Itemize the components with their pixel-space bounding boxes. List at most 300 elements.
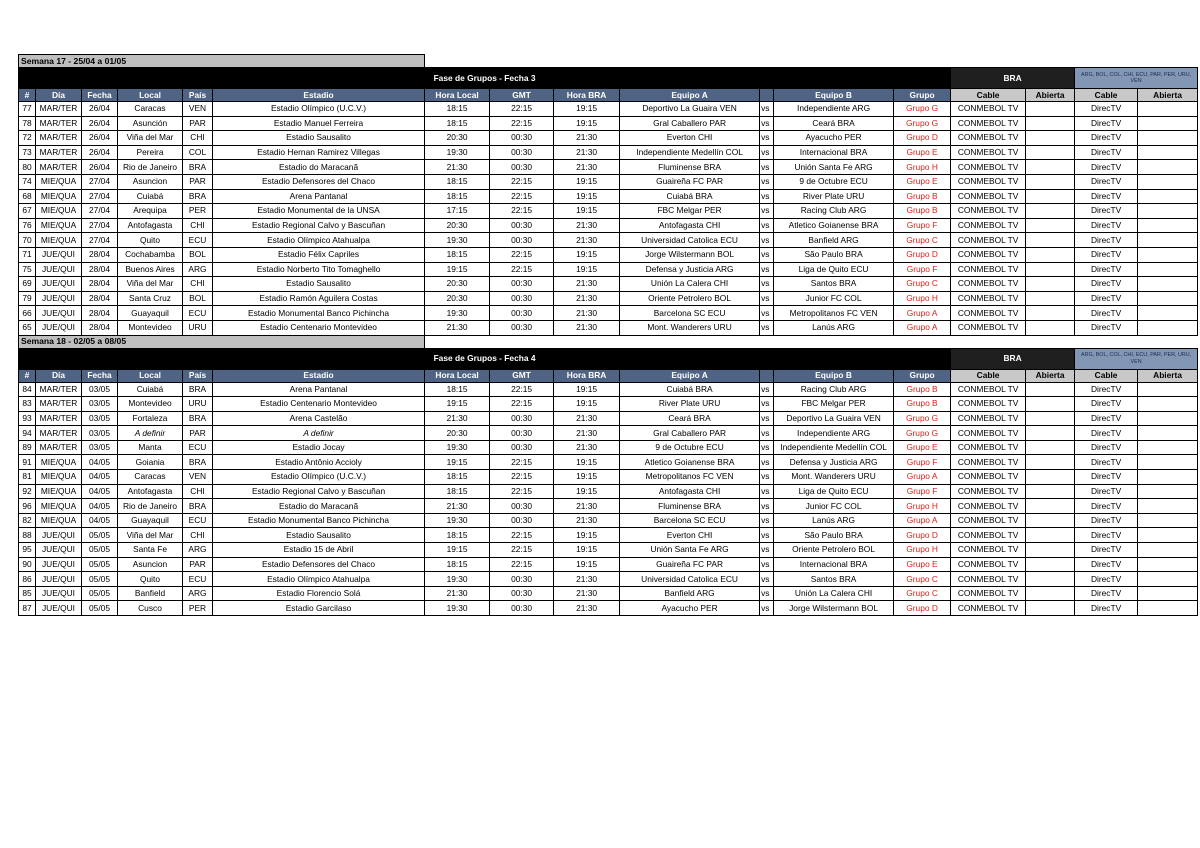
match-row [19, 455, 1198, 470]
match-cell: vs [760, 470, 774, 485]
match-cell: Montevideo [118, 320, 183, 335]
match-cell: 22:15 [490, 397, 554, 412]
match-cell: 00:30 [490, 440, 554, 455]
column-header: Cable [951, 89, 1026, 102]
match-cell [1026, 455, 1075, 470]
match-cell [1026, 397, 1075, 412]
match-cell: 22:15 [490, 455, 554, 470]
match-cell: Grupo A [894, 513, 951, 528]
match-cell: 18:15 [425, 557, 490, 572]
match-cell: Estadio Monumental de la UNSA [213, 204, 425, 219]
match-cell: 95 [19, 543, 36, 558]
match-cell: JUE/QUI [36, 320, 82, 335]
match-cell: ARG [183, 586, 213, 601]
match-cell: 18:15 [425, 470, 490, 485]
match-cell: Gral Caballero PAR [620, 116, 760, 131]
match-cell: Grupo G [894, 116, 951, 131]
match-cell: 22:15 [490, 557, 554, 572]
match-cell: Deportivo La Guaira VEN [774, 411, 894, 426]
match-cell: 00:30 [490, 586, 554, 601]
broadcast-others-header: ARG, BOL, COL, CHI, ECU, PAR, PER, URU, VEN [1075, 68, 1198, 89]
match-row [19, 601, 1198, 616]
match-cell: CONMEBOL TV [951, 116, 1026, 131]
match-cell: 22:15 [490, 382, 554, 397]
match-cell: Asunción [118, 116, 183, 131]
column-header: País [183, 369, 213, 382]
match-cell [1138, 291, 1198, 306]
match-cell: Antofagasta [118, 218, 183, 233]
match-cell: ECU [183, 440, 213, 455]
match-cell: Estadio Monumental Banco Pichincha [213, 513, 425, 528]
match-cell: 00:30 [490, 426, 554, 441]
match-cell: PER [183, 204, 213, 219]
match-cell [1138, 528, 1198, 543]
match-cell: DirecTV [1075, 543, 1138, 558]
match-cell [1026, 247, 1075, 262]
match-cell: 22:15 [490, 189, 554, 204]
match-cell: Cuiabá BRA [620, 382, 760, 397]
match-cell: Arena Castelão [213, 411, 425, 426]
match-cell: vs [760, 262, 774, 277]
broadcast-bra-header: BRA [951, 348, 1075, 369]
match-cell: 00:30 [490, 291, 554, 306]
match-cell: Grupo H [894, 543, 951, 558]
match-cell: MAR/TER [36, 160, 82, 175]
match-cell: vs [760, 131, 774, 146]
match-cell: 81 [19, 470, 36, 485]
match-cell: Metropolitanos FC VEN [774, 306, 894, 321]
match-cell: 19:30 [425, 572, 490, 587]
match-row [19, 572, 1198, 587]
match-cell: Grupo E [894, 145, 951, 160]
match-cell [1026, 484, 1075, 499]
match-cell: 21:30 [425, 320, 490, 335]
match-cell: 20:30 [425, 218, 490, 233]
match-cell: 19:15 [554, 382, 620, 397]
match-row [19, 528, 1198, 543]
match-cell: 19:15 [425, 397, 490, 412]
match-cell: Guayaquil [118, 306, 183, 321]
match-cell: Estadio Regional Calvo y Bascuñan [213, 218, 425, 233]
match-cell: 19:30 [425, 601, 490, 616]
match-cell: DirecTV [1075, 233, 1138, 248]
match-cell: Caracas [118, 102, 183, 117]
match-cell: vs [760, 572, 774, 587]
match-cell: Estadio 15 de Abril [213, 543, 425, 558]
match-cell [1026, 277, 1075, 292]
match-cell [1138, 160, 1198, 175]
match-cell: 00:30 [490, 277, 554, 292]
match-cell [1138, 174, 1198, 189]
column-header: Abierta [1026, 369, 1075, 382]
match-cell: Independiente ARG [774, 102, 894, 117]
match-cell: PAR [183, 116, 213, 131]
match-row [19, 306, 1198, 321]
match-cell: Ayacucho PER [774, 131, 894, 146]
match-cell: 00:30 [490, 160, 554, 175]
match-cell [1138, 204, 1198, 219]
match-cell: 83 [19, 397, 36, 412]
match-cell: ECU [183, 513, 213, 528]
match-cell: 05/05 [82, 586, 118, 601]
match-cell [1138, 601, 1198, 616]
match-cell: MAR/TER [36, 102, 82, 117]
match-cell [1138, 426, 1198, 441]
week-label: Semana 17 - 25/04 a 01/05 [19, 55, 425, 68]
match-cell: CONMEBOL TV [951, 382, 1026, 397]
match-cell: Grupo D [894, 601, 951, 616]
schedule-sheet [18, 54, 1192, 616]
match-cell: 27/04 [82, 174, 118, 189]
match-cell: Banfield ARG [620, 586, 760, 601]
match-cell: CHI [183, 218, 213, 233]
match-cell: 22:15 [490, 174, 554, 189]
match-cell: Oriente Petrolero BOL [774, 543, 894, 558]
match-cell: DirecTV [1075, 262, 1138, 277]
match-cell: vs [760, 291, 774, 306]
match-cell: BOL [183, 291, 213, 306]
match-cell: Estadio Defensores del Chaco [213, 557, 425, 572]
match-cell: Grupo G [894, 426, 951, 441]
match-cell: vs [760, 411, 774, 426]
match-cell [1138, 470, 1198, 485]
match-cell: Everton CHI [620, 528, 760, 543]
match-cell: Cuiabá [118, 189, 183, 204]
match-cell: 19:15 [554, 189, 620, 204]
match-cell: 19:15 [425, 455, 490, 470]
match-cell [1026, 601, 1075, 616]
match-cell [1138, 320, 1198, 335]
match-row [19, 189, 1198, 204]
match-row [19, 586, 1198, 601]
match-cell [1026, 102, 1075, 117]
match-row [19, 470, 1198, 485]
match-cell: Grupo H [894, 291, 951, 306]
match-cell: DirecTV [1075, 397, 1138, 412]
match-cell [1138, 131, 1198, 146]
match-cell: DirecTV [1075, 145, 1138, 160]
match-cell [1138, 455, 1198, 470]
column-header: Cable [951, 369, 1026, 382]
schedule-table [18, 54, 1198, 616]
match-cell: MIE/QUA [36, 174, 82, 189]
match-cell: DirecTV [1075, 291, 1138, 306]
match-cell: BRA [183, 160, 213, 175]
match-cell: 77 [19, 102, 36, 117]
match-cell: Grupo B [894, 189, 951, 204]
match-cell: 26/04 [82, 145, 118, 160]
match-cell: 22:15 [490, 204, 554, 219]
match-cell: 22:15 [490, 470, 554, 485]
match-cell: vs [760, 455, 774, 470]
match-cell: MIE/QUA [36, 499, 82, 514]
match-cell: Caracas [118, 470, 183, 485]
match-cell: vs [760, 426, 774, 441]
match-cell: Everton CHI [620, 131, 760, 146]
match-cell: 19:15 [554, 543, 620, 558]
match-cell: 00:30 [490, 499, 554, 514]
match-cell: CONMEBOL TV [951, 397, 1026, 412]
match-cell: PAR [183, 426, 213, 441]
match-cell: 19:15 [554, 528, 620, 543]
column-headers [19, 89, 1198, 102]
column-header: Cable [1075, 89, 1138, 102]
column-header: GMT [490, 369, 554, 382]
match-cell [1138, 411, 1198, 426]
match-cell: Junior FC COL [774, 291, 894, 306]
match-cell: Ceará BRA [620, 411, 760, 426]
match-cell: ECU [183, 306, 213, 321]
match-cell: São Paulo BRA [774, 528, 894, 543]
match-cell: DirecTV [1075, 455, 1138, 470]
match-cell [1026, 204, 1075, 219]
match-cell [1026, 586, 1075, 601]
match-cell: Grupo D [894, 528, 951, 543]
match-cell: VEN [183, 102, 213, 117]
match-cell: CHI [183, 277, 213, 292]
match-cell: 21:30 [554, 411, 620, 426]
match-cell: ARG [183, 543, 213, 558]
match-cell [1026, 320, 1075, 335]
match-cell: Grupo B [894, 204, 951, 219]
match-cell: 17:15 [425, 204, 490, 219]
match-cell: VEN [183, 470, 213, 485]
match-cell: 21:30 [554, 291, 620, 306]
match-cell: Arequipa [118, 204, 183, 219]
match-cell: 88 [19, 528, 36, 543]
match-cell: Estadio Monumental Banco Pichincha [213, 306, 425, 321]
match-cell: CONMEBOL TV [951, 411, 1026, 426]
match-cell: 04/05 [82, 470, 118, 485]
match-cell: 93 [19, 411, 36, 426]
match-cell: 20:30 [425, 291, 490, 306]
match-cell: Grupo C [894, 586, 951, 601]
match-cell [1026, 116, 1075, 131]
match-cell: 21:30 [425, 586, 490, 601]
match-cell: 28/04 [82, 291, 118, 306]
match-cell: 22:15 [490, 528, 554, 543]
match-cell: FBC Melgar PER [620, 204, 760, 219]
match-cell: 04/05 [82, 513, 118, 528]
match-cell: CHI [183, 484, 213, 499]
match-cell: 19:15 [554, 470, 620, 485]
match-cell: Goiania [118, 455, 183, 470]
match-cell [1026, 572, 1075, 587]
match-cell: Estadio Garcilaso [213, 601, 425, 616]
match-cell: DirecTV [1075, 131, 1138, 146]
match-cell: vs [760, 513, 774, 528]
match-cell: 00:30 [490, 131, 554, 146]
match-cell: DirecTV [1075, 440, 1138, 455]
match-cell: CONMEBOL TV [951, 131, 1026, 146]
match-cell: Estadio Florencio Solá [213, 586, 425, 601]
match-cell: Grupo F [894, 484, 951, 499]
match-cell: 03/05 [82, 397, 118, 412]
match-cell: Manta [118, 440, 183, 455]
match-cell: Viña del Mar [118, 528, 183, 543]
match-row [19, 557, 1198, 572]
match-cell: 21:30 [554, 145, 620, 160]
column-header: Equipo B [774, 89, 894, 102]
match-cell: FBC Melgar PER [774, 397, 894, 412]
match-cell: 04/05 [82, 455, 118, 470]
match-cell: 72 [19, 131, 36, 146]
match-cell: vs [760, 204, 774, 219]
match-cell: vs [760, 102, 774, 117]
match-cell: CONMEBOL TV [951, 320, 1026, 335]
week-header [19, 55, 1198, 68]
match-cell: 18:15 [425, 116, 490, 131]
match-cell: 03/05 [82, 426, 118, 441]
match-cell: Grupo F [894, 455, 951, 470]
match-cell: 19:30 [425, 145, 490, 160]
match-cell: CONMEBOL TV [951, 247, 1026, 262]
match-cell: CONMEBOL TV [951, 306, 1026, 321]
match-cell: Defensa y Justicia ARG [774, 455, 894, 470]
match-cell: 03/05 [82, 440, 118, 455]
match-cell: Antofagasta [118, 484, 183, 499]
column-header: # [19, 369, 36, 382]
match-cell: DirecTV [1075, 499, 1138, 514]
match-cell: Liga de Quito ECU [774, 262, 894, 277]
match-cell: Grupo E [894, 174, 951, 189]
match-cell: 19:15 [554, 557, 620, 572]
match-cell: 19:15 [554, 262, 620, 277]
broadcast-others-header: ARG, BOL, COL, CHI, ECU, PAR, PER, URU, VEN [1075, 348, 1198, 369]
match-cell: vs [760, 160, 774, 175]
match-cell [1026, 306, 1075, 321]
match-cell: Estadio Olímpico Atahualpa [213, 233, 425, 248]
match-cell: 05/05 [82, 601, 118, 616]
match-cell: Ayacucho PER [620, 601, 760, 616]
match-cell: 85 [19, 586, 36, 601]
match-cell: CONMEBOL TV [951, 470, 1026, 485]
match-cell: BOL [183, 247, 213, 262]
match-cell [1138, 586, 1198, 601]
match-cell [1026, 513, 1075, 528]
match-cell: 74 [19, 174, 36, 189]
match-cell: 94 [19, 426, 36, 441]
match-cell [1138, 145, 1198, 160]
match-cell: 26/04 [82, 131, 118, 146]
match-cell: Grupo D [894, 247, 951, 262]
match-cell: 21:30 [554, 499, 620, 514]
match-cell: 65 [19, 320, 36, 335]
match-cell: Buenos Aires [118, 262, 183, 277]
match-cell: Arena Pantanal [213, 189, 425, 204]
match-cell: CHI [183, 528, 213, 543]
column-header: Abierta [1026, 89, 1075, 102]
column-header: Abierta [1138, 369, 1198, 382]
match-cell: JUE/QUI [36, 247, 82, 262]
match-cell: vs [760, 218, 774, 233]
match-cell: 68 [19, 189, 36, 204]
match-cell: 18:15 [425, 247, 490, 262]
match-cell: Estadio Sausalito [213, 277, 425, 292]
match-cell: CONMEBOL TV [951, 572, 1026, 587]
column-header: Estadio [213, 369, 425, 382]
match-cell: 18:15 [425, 528, 490, 543]
match-cell: Santos BRA [774, 277, 894, 292]
match-cell: Pereira [118, 145, 183, 160]
match-cell: Lanús ARG [774, 320, 894, 335]
match-cell: 78 [19, 116, 36, 131]
match-cell: 21:30 [425, 499, 490, 514]
match-cell: 18:15 [425, 102, 490, 117]
match-cell: vs [760, 440, 774, 455]
match-cell: MAR/TER [36, 440, 82, 455]
match-cell: DirecTV [1075, 218, 1138, 233]
match-cell: Atletico Goianense BRA [774, 218, 894, 233]
match-cell: 19:30 [425, 306, 490, 321]
match-cell: CONMEBOL TV [951, 262, 1026, 277]
match-cell: DirecTV [1075, 470, 1138, 485]
match-cell: 21:30 [425, 411, 490, 426]
match-cell: 27/04 [82, 233, 118, 248]
match-cell: Mont. Wanderers URU [620, 320, 760, 335]
match-cell: DirecTV [1075, 557, 1138, 572]
match-cell: Cuiabá BRA [620, 189, 760, 204]
column-header: Día [36, 369, 82, 382]
match-cell: River Plate URU [774, 189, 894, 204]
match-cell: 21:30 [554, 131, 620, 146]
match-row [19, 204, 1198, 219]
match-cell: 05/05 [82, 572, 118, 587]
match-cell: Banfield ARG [774, 233, 894, 248]
match-cell: DirecTV [1075, 484, 1138, 499]
match-cell [1138, 247, 1198, 262]
match-cell: 19:15 [425, 543, 490, 558]
match-cell: 80 [19, 160, 36, 175]
match-cell: Estadio Ramón Aguilera Costas [213, 291, 425, 306]
match-cell: CONMEBOL TV [951, 586, 1026, 601]
match-cell: Oriente Petrolero BOL [620, 291, 760, 306]
match-cell: Metropolitanos FC VEN [620, 470, 760, 485]
match-row [19, 291, 1198, 306]
match-row [19, 513, 1198, 528]
match-cell: BRA [183, 189, 213, 204]
match-cell [1138, 233, 1198, 248]
column-header: Hora BRA [554, 369, 620, 382]
week-blank [425, 55, 1198, 68]
match-cell: Fluminense BRA [620, 499, 760, 514]
match-cell: MAR/TER [36, 382, 82, 397]
match-cell: JUE/QUI [36, 528, 82, 543]
match-cell: 05/05 [82, 557, 118, 572]
match-cell [1026, 174, 1075, 189]
match-cell: Grupo C [894, 277, 951, 292]
match-cell: 18:15 [425, 484, 490, 499]
match-cell: Estadio Defensores del Chaco [213, 174, 425, 189]
match-cell: 22:15 [490, 262, 554, 277]
match-cell: 21:30 [554, 586, 620, 601]
match-cell: 21:30 [554, 601, 620, 616]
match-cell: DirecTV [1075, 601, 1138, 616]
match-cell: Cochabamba [118, 247, 183, 262]
match-cell: CONMEBOL TV [951, 174, 1026, 189]
match-cell [1138, 440, 1198, 455]
match-cell: BRA [183, 382, 213, 397]
match-cell: DirecTV [1075, 572, 1138, 587]
match-cell: Internacional BRA [774, 557, 894, 572]
match-cell: MAR/TER [36, 145, 82, 160]
match-cell: 21:30 [554, 440, 620, 455]
match-cell [1026, 145, 1075, 160]
match-cell: CONMEBOL TV [951, 233, 1026, 248]
match-cell: Santa Cruz [118, 291, 183, 306]
match-cell: 22:15 [490, 484, 554, 499]
match-cell: Racing Club ARG [774, 204, 894, 219]
